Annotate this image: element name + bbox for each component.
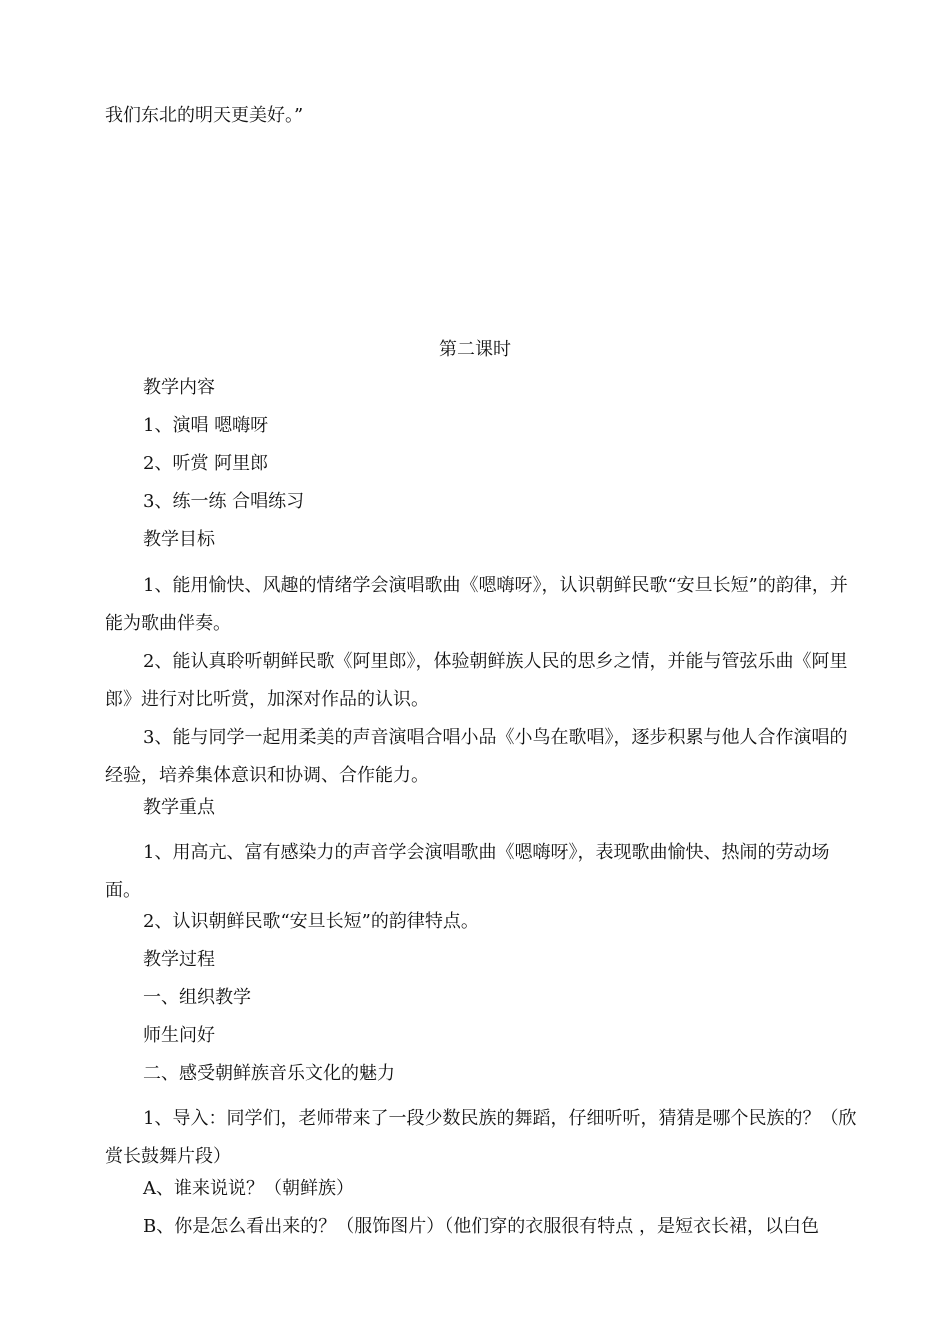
content-item: 1、演唱 嗯嗨呀 [143, 415, 269, 436]
process-step: 二、感受朝鲜族音乐文化的魅力 [143, 1063, 395, 1084]
process-heading: 教学过程 [143, 949, 215, 970]
key-points-heading: 教学重点 [143, 797, 215, 818]
process-paragraph: B、你是怎么看出来的？（服饰图片）（他们穿的衣服很有特点 ，是短衣长裙，以白色 [143, 1216, 819, 1237]
goal-item: 3、能与同学一起用柔美的声音演唱合唱小品《小鸟在歌唱》，逐步积累与他人合作演唱的经验，培养集体意识和协调、合作能力。 [105, 727, 848, 786]
goal-item: 1、能用愉快、风趣的情绪学会演唱歌曲《嗯嗨呀》，认识朝鲜民歌“安旦长短”的韵律，并能为歌曲伴奏。 [105, 575, 848, 634]
key-point-item: 2、认识朝鲜民歌“安旦长短”的韵律特点。 [143, 911, 479, 932]
previous-page-tail-text: 我们东北的明天更美好。” [105, 105, 304, 126]
goal-item: 2、能认真聆听朝鲜民歌《阿里郎》，体验朝鲜族人民的思乡之情，并能与管弦乐曲《阿里郎》进行对比听赏，加深对作品的认识。 [105, 651, 848, 710]
process-step: 一、组织教学 [143, 987, 251, 1008]
content-heading: 教学内容 [143, 377, 215, 398]
process-paragraph: A、谁来说说？（朝鲜族） [143, 1178, 354, 1199]
key-point-item: 1、用高亢、富有感染力的声音学会演唱歌曲《嗯嗨呀》，表现歌曲愉快、热闹的劳动场面。 [105, 842, 830, 901]
content-item: 3、练一练 合唱练习 [143, 491, 305, 512]
process-paragraph: 1、导入：同学们，老师带来了一段少数民族的舞蹈，仔细听听，猜猜是哪个民族的？（欣赏长鼓舞片段） [105, 1108, 857, 1167]
section-title: 第二课时 [439, 339, 511, 360]
goals-heading: 教学目标 [143, 529, 215, 550]
process-step-detail: 师生问好 [143, 1025, 215, 1046]
content-item: 2、听赏 阿里郎 [143, 453, 269, 474]
